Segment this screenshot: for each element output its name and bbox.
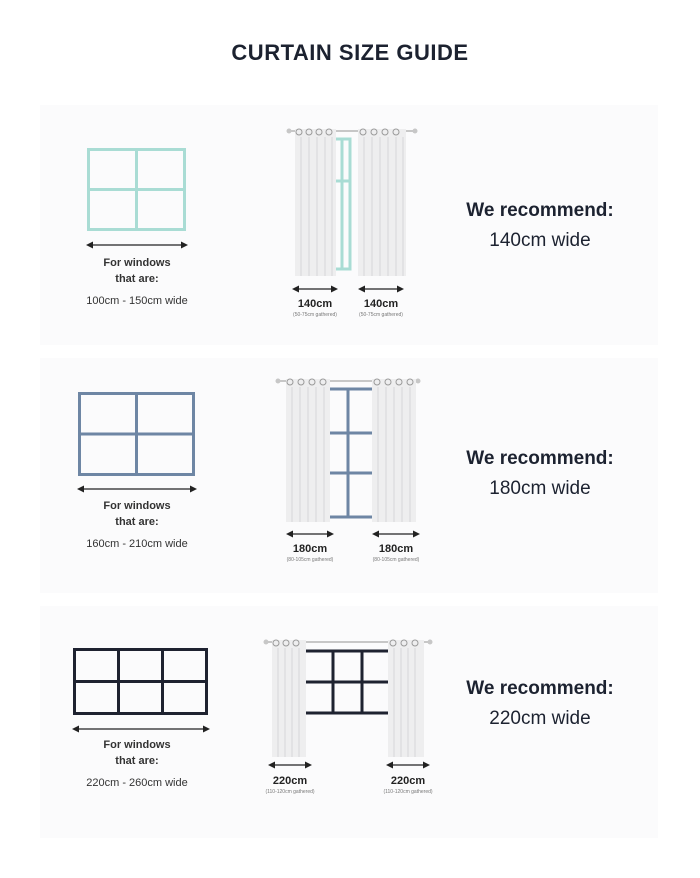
window-size-label-3 <box>67 738 207 792</box>
window-range: 220cm - 260cm wide <box>86 776 188 789</box>
curtain-width: 220cm <box>272 775 308 787</box>
width-arrow-3 <box>72 724 210 734</box>
gathered-note: (50-75cm gathered) <box>359 312 403 319</box>
recommended-width: 180cm wide <box>489 478 591 499</box>
window-size-label-2 <box>67 499 207 553</box>
window-label: For windows that are: <box>103 739 171 767</box>
curtain-width: 180cm <box>292 543 328 555</box>
curtain-measure-left-2 <box>265 543 355 564</box>
gathered-note: (50-75cm gathered) <box>293 312 337 319</box>
curtain-arrow-left-2 <box>286 529 334 539</box>
recommendation-3 <box>440 678 640 730</box>
gathered-note: (80-105cm gathered) <box>286 557 334 564</box>
curtain-measure-right-1 <box>336 298 426 319</box>
curtain-illustration-1 <box>285 123 420 283</box>
recommend-heading: We recommend: <box>466 448 614 469</box>
recommendation-2 <box>440 448 640 500</box>
curtain-width: 220cm <box>390 775 426 787</box>
curtain-illustration-3 <box>262 635 434 760</box>
window-range: 160cm - 210cm wide <box>86 537 188 550</box>
window-label: For windows that are: <box>103 500 171 528</box>
recommended-width: 220cm wide <box>489 708 591 729</box>
gathered-note: (80-105cm gathered) <box>372 557 420 564</box>
window-icon-2 <box>78 392 196 478</box>
gathered-note: (110-120cm gathered) <box>265 789 315 796</box>
recommended-width: 140cm wide <box>489 230 591 251</box>
curtain-arrow-left-3 <box>268 760 312 770</box>
window-range: 100cm - 150cm wide <box>86 294 188 307</box>
curtain-width: 180cm <box>378 543 414 555</box>
curtain-illustration-2 <box>272 373 427 528</box>
curtain-width: 140cm <box>297 298 333 310</box>
curtain-arrow-right-2 <box>372 529 420 539</box>
curtain-measure-right-2 <box>351 543 441 564</box>
window-label: For windows that are: <box>103 257 171 285</box>
curtain-arrow-right-3 <box>386 760 430 770</box>
recommend-heading: We recommend: <box>466 678 614 699</box>
curtain-measure-right-3 <box>363 775 453 796</box>
curtain-arrow-left-1 <box>292 284 338 294</box>
recommend-heading: We recommend: <box>466 200 614 221</box>
window-size-label-1 <box>67 256 207 310</box>
curtain-arrow-right-1 <box>358 284 404 294</box>
width-arrow-1 <box>86 240 188 250</box>
gathered-note: (110-120cm gathered) <box>383 789 433 796</box>
curtain-measure-left-3 <box>245 775 335 796</box>
width-arrow-2 <box>77 484 197 494</box>
page-title: CURTAIN SIZE GUIDE <box>231 40 469 65</box>
window-icon-1 <box>87 148 187 233</box>
recommendation-1 <box>440 200 640 252</box>
curtain-width: 140cm <box>363 298 399 310</box>
window-icon-3 <box>73 648 209 716</box>
